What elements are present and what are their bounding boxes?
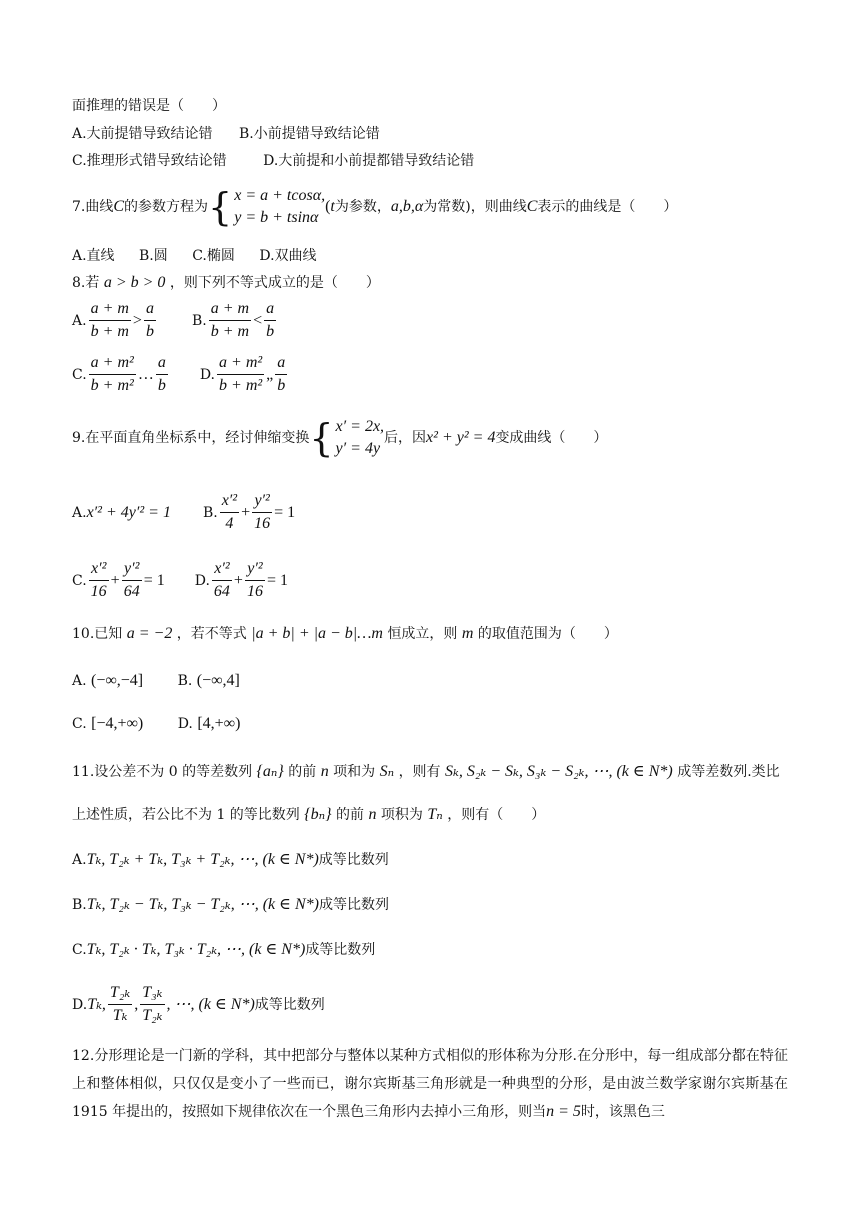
fraction-denominator: b + m — [210, 323, 250, 340]
q9-brace-icon: { — [309, 416, 334, 460]
q9-options-row1 — [72, 490, 295, 535]
q10-option-b: (−∞,4] — [196, 672, 240, 689]
q9-option-d-frac2 — [245, 558, 265, 603]
option-text: 成等比数列 — [305, 942, 376, 958]
plus-sign: + — [110, 571, 120, 589]
fraction-denominator: b — [266, 323, 275, 340]
q10-number: 10.已知 — [72, 626, 123, 642]
fraction-numerator: a — [264, 298, 276, 321]
q11-sum-sequence: Sₖ, S₂ₖ − Sₖ, S₃ₖ − S₂ₖ, ⋯, (k ∈ N*) — [445, 763, 673, 780]
q8-condition: a > b > 0 — [103, 274, 166, 291]
fraction-numerator: y′² — [122, 558, 142, 581]
q6-option-d: D.大前提和小前提都错导致结论错 — [263, 153, 475, 169]
option-expr: Tₖ, T₂ₖ · Tₖ, T₃ₖ · T₂ₖ, ⋯, (k ∈ N*) — [86, 941, 306, 958]
q7-text: 的参数方程为 — [124, 199, 209, 215]
option-expr: Tₖ, T₂ₖ − Tₖ, T₃ₖ − T₂ₖ, ⋯, (k ∈ N*) — [86, 896, 319, 913]
q11-seq-a: {aₙ} — [256, 763, 284, 780]
q11-text9: ，则有（ ） — [447, 807, 546, 823]
fraction-numerator: a + m² — [89, 352, 136, 375]
q11-option-b — [72, 895, 389, 915]
q6-option-c: C.推理形式错导致结论错 — [72, 153, 227, 169]
q10-option-a: (−∞,−4] — [91, 672, 144, 689]
q8-option-c-op: … — [137, 365, 154, 383]
q8-option-d-rhs — [275, 352, 287, 397]
option-label: D. — [72, 996, 88, 1013]
q9-option-b-label: B. — [202, 504, 218, 521]
q11-product-t: Tₙ — [427, 806, 443, 823]
fraction-denominator: Tₖ — [112, 1007, 128, 1024]
fraction-numerator: x′² — [212, 558, 232, 581]
q10-m: m — [461, 625, 474, 642]
q10-text: ，若不等式 — [176, 626, 247, 642]
q11-option-d-frac2 — [140, 982, 164, 1027]
option-tail: , ⋯, (k ∈ N*) — [166, 995, 255, 1013]
fraction-denominator: b — [277, 377, 286, 394]
q6-option-a: A.大前提错导致结论错 — [72, 126, 213, 142]
option-label: A. — [72, 852, 87, 868]
q8-option-a-op: > — [132, 311, 142, 329]
fraction-numerator: x′² — [220, 490, 239, 513]
q11-text2: 的前 — [288, 764, 317, 780]
q11-stem-line2 — [72, 805, 545, 825]
q6-options-row2 — [72, 151, 492, 171]
fraction-numerator: a + m² — [217, 352, 264, 375]
q10-option-d-label: D. — [177, 716, 193, 732]
q8-text: ，则下列不等式成立的是（ ） — [169, 275, 380, 291]
q11-text3: 项和为 — [333, 764, 376, 780]
option-text: 成等比数列 — [318, 897, 389, 913]
fraction-numerator: a — [156, 352, 168, 375]
q12-n-value: n = 5 — [546, 1103, 581, 1120]
fraction-numerator: a + m — [209, 298, 251, 321]
q7-text3: 为常数)，则曲线 — [423, 199, 527, 215]
q8-options-row2 — [72, 352, 289, 397]
q10-option-c: [−4,+∞) — [91, 715, 144, 732]
fraction-denominator: 16 — [246, 583, 263, 600]
q10-options-row2 — [72, 714, 240, 734]
q10-a-value: a = −2 — [126, 625, 173, 642]
q8-option-a-lhs — [89, 298, 131, 343]
q8-option-d-label: D. — [199, 366, 216, 383]
q7-eq-y: y = b + tsinα — [234, 209, 319, 226]
fraction-denominator: 64 — [213, 583, 230, 600]
q10-option-b-label: B. — [177, 673, 193, 689]
q7-paren: ( — [325, 198, 331, 215]
q8-option-d-lhs — [217, 352, 264, 397]
q9-text: 9.在平面直角坐标系中，经讨伸缩变换 — [72, 430, 310, 446]
q8-number: 8.若 — [72, 275, 100, 291]
q10-option-a-label: A. — [72, 673, 87, 689]
fraction-denominator: 16 — [254, 515, 271, 532]
fraction-denominator: 16 — [90, 583, 107, 600]
fraction-numerator: a + m — [89, 298, 131, 321]
q8-option-b-rhs — [264, 298, 276, 343]
q8-option-d-op: „ — [266, 365, 274, 383]
q7-stem — [72, 185, 677, 229]
q9-option-b-frac2 — [252, 490, 272, 535]
q11-option-d-frac1 — [108, 982, 132, 1027]
q11-text5: 成等差数列.类比 — [677, 764, 780, 780]
q11-text8: 项积为 — [380, 807, 423, 823]
q9-options-row2 — [72, 558, 288, 603]
q9-eq-y: y′ = 4y — [335, 440, 381, 457]
q7-curve-c2: C — [526, 198, 538, 215]
fraction-denominator: b + m² — [90, 377, 134, 394]
q7-text4: 表示的曲线是（ ） — [537, 199, 678, 215]
fraction-denominator: b + m — [90, 323, 129, 340]
q9-option-d-rhs: = 1 — [266, 571, 288, 589]
comma: , — [134, 995, 139, 1013]
fraction-denominator: 64 — [123, 583, 140, 600]
q7-param-t: t — [330, 198, 335, 215]
q9-curve-eq: x² + y² = 4 — [426, 429, 496, 446]
q8-option-c-label: C. — [72, 366, 87, 383]
plus-sign: + — [233, 571, 243, 589]
fraction-denominator: T₂ₖ — [142, 1007, 163, 1024]
q9-option-b-rhs: = 1 — [274, 503, 296, 521]
option-expr: Tₖ, T₂ₖ + Tₖ, T₃ₖ + T₂ₖ, ⋯, (k ∈ N*) — [86, 851, 319, 868]
fraction-numerator: T₂ₖ — [108, 982, 132, 1005]
q7-curve-c: C — [113, 198, 125, 215]
q11-n: n — [320, 763, 329, 780]
q11-option-c — [72, 940, 375, 960]
q11-option-d — [72, 982, 325, 1027]
q6-stem-tail: 面推理的错误是（ ） — [72, 98, 226, 114]
q9-option-c-frac1 — [89, 558, 109, 603]
q11-text6: 上述性质，若公比不为 1 的等比数列 — [72, 807, 300, 823]
q8-option-b-label: B. — [191, 312, 207, 329]
q11-n2: n — [368, 806, 377, 823]
option-text: 成等比数列 — [254, 996, 325, 1013]
q9-option-d-label: D. — [194, 572, 210, 589]
q10-options-row1 — [72, 671, 240, 691]
q8-option-b-lhs — [209, 298, 251, 343]
fraction-numerator: x′² — [89, 558, 109, 581]
q10-text2: 恒成立，则 — [387, 626, 458, 642]
fraction-denominator: b — [157, 377, 166, 394]
q7-options — [72, 246, 335, 266]
fraction-numerator: T₃ₖ — [140, 982, 164, 1005]
q10-inequality: |a + b| + |a − b|…m — [251, 625, 383, 642]
q7-option-a: A.直线 — [72, 248, 115, 264]
fraction-denominator: b — [145, 323, 154, 340]
q9-option-b-frac1 — [220, 490, 239, 535]
q8-option-c-lhs — [89, 352, 136, 397]
option-term: Tₖ, — [87, 995, 106, 1013]
q11-text7: 的前 — [336, 807, 364, 823]
q7-text2: 为参数， — [334, 199, 391, 215]
q9-text3: 变成曲线（ ） — [495, 430, 608, 446]
q9-option-c-label: C. — [72, 572, 87, 589]
q12-text: 12.分形理论是一门新的学科，其中把部分与整体以某种方式相似的形体称为分形.在分形中，每一组成部分都在特征上和整体相似，只仅仅是变小了一些而已，谢尔宾斯基三角形就是一种典型的分形，是由波兰数学家谢尔宾斯基在 1915 年提出的，按照如下规律依次在一个黑色三角形内去掉小三角形，则当 — [72, 1048, 788, 1120]
q7-number: 7.曲线 — [72, 199, 114, 215]
q11-option-a — [72, 850, 389, 870]
q7-eq-x: x = a + tcosα, — [234, 187, 326, 204]
fraction-numerator: y′² — [245, 558, 265, 581]
q9-option-a-expr: x′² + 4y′² = 1 — [86, 503, 171, 521]
q8-option-c-rhs — [156, 352, 168, 397]
fraction-numerator: y′² — [252, 490, 272, 513]
q10-option-d: [4,+∞) — [197, 715, 241, 732]
option-text: 成等比数列 — [318, 852, 389, 868]
q7-option-b: B.圆 — [139, 248, 168, 264]
fraction-numerator: a — [275, 352, 287, 375]
q11-sum-s: Sₙ — [379, 763, 395, 780]
q7-brace-icon: { — [208, 185, 233, 229]
q12-paragraph — [72, 1042, 788, 1126]
q12-text2: 时，该黑色三 — [580, 1104, 665, 1120]
q11-text: 11.设公差不为 0 的等差数列 — [72, 764, 253, 780]
q7-parametric-system — [234, 185, 325, 229]
q6-options-row1 — [72, 124, 398, 144]
q8-options-row1 — [72, 298, 278, 343]
q8-option-a-label: A. — [72, 312, 87, 329]
q9-text2: 后，因 — [384, 430, 427, 446]
q8-option-b-op: < — [253, 311, 263, 329]
q11-seq-b: {bₙ} — [304, 806, 332, 823]
option-label: B. — [72, 897, 87, 913]
fraction-denominator: b + m² — [219, 377, 263, 394]
q8-stem — [72, 273, 380, 293]
q9-option-c-frac2 — [122, 558, 142, 603]
q7-option-c: C.椭圆 — [192, 248, 235, 264]
q11-text4: ，则有 — [398, 764, 441, 780]
q11-stem-line1 — [72, 762, 780, 782]
q6-option-b: B.小前提错导致结论错 — [239, 126, 380, 142]
q9-stem — [72, 416, 607, 460]
q10-stem — [72, 624, 618, 644]
fraction-denominator: 4 — [225, 515, 234, 532]
q9-eq-x: x′ = 2x, — [335, 418, 385, 435]
q10-option-c-label: C. — [72, 716, 87, 732]
q8-option-a-rhs — [144, 298, 156, 343]
q9-option-a-label: A. — [72, 504, 87, 521]
q10-text3: 的取值范围为（ ） — [477, 626, 618, 642]
q9-option-d-frac1 — [212, 558, 232, 603]
q7-constants: a,b,α — [390, 198, 424, 215]
fraction-numerator: a — [144, 298, 156, 321]
q9-option-c-rhs: = 1 — [143, 571, 165, 589]
q7-option-d: D.双曲线 — [259, 248, 317, 264]
q9-transform-system — [336, 416, 385, 460]
plus-sign: + — [241, 503, 251, 521]
option-label: C. — [72, 942, 87, 958]
